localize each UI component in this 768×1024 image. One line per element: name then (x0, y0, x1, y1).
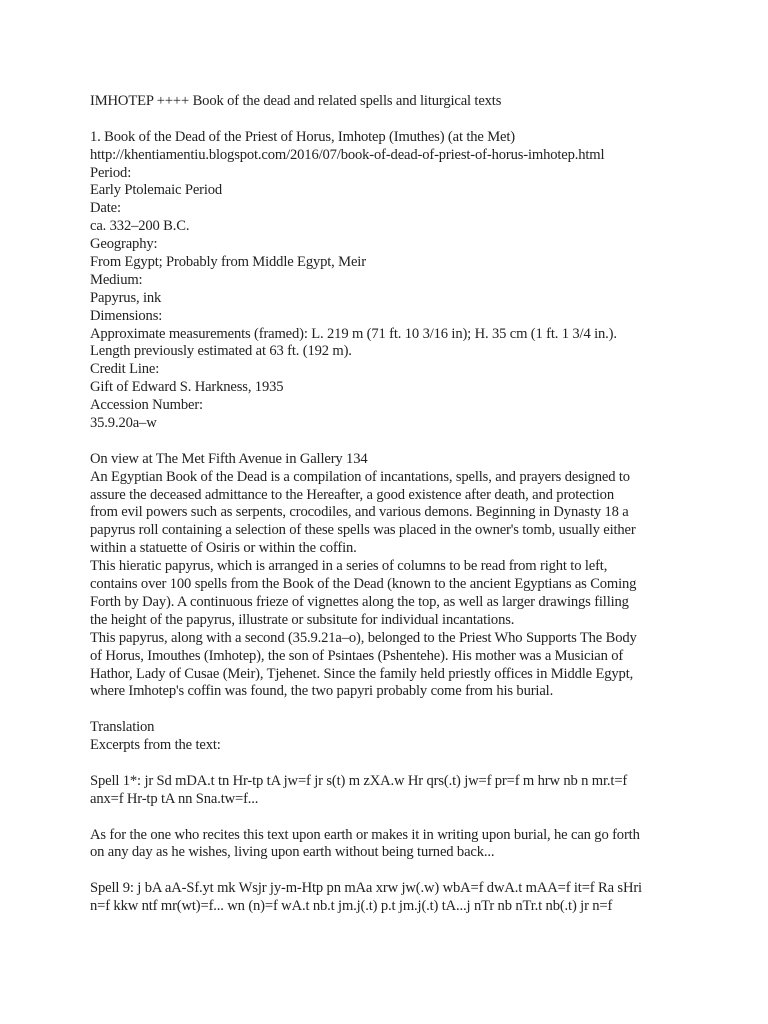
document-title: IMHOTEP ++++ Book of the dead and related spells and liturgical texts (90, 93, 502, 109)
source-url: http://khentiamentiu.blogspot.com/2016/07/book-of-dead-of-priest-of-horus-imhotep.html (90, 146, 605, 163)
dimensions-value: Approximate measurements (framed): L. 219 m (71 ft. 10 3/16 in); H. 35 cm (1 ft. 1 3/4 in.). (90, 325, 617, 342)
spacer (90, 433, 708, 451)
spell-translation-line: on any day as he wishes, living upon earth without being turned back... (90, 844, 495, 861)
period-value: Early Ptolemaic Period (90, 182, 223, 199)
paragraph-line: This hieratic papyrus, which is arranged in a series of columns to be read from right to left, (90, 558, 608, 575)
translation-heading: Translation (90, 719, 155, 736)
paragraph-line: Forth by Day). A continuous frieze of vignettes along the top, as well as larger drawings filling (90, 593, 629, 610)
spacer (90, 701, 708, 719)
credit-value: Gift of Edward S. Harkness, 1935 (90, 379, 284, 396)
translation-subheading: Excerpts from the text: (90, 737, 221, 754)
date-value: ca. 332–200 B.C. (90, 218, 190, 235)
geography-value: From Egypt; Probably from Middle Egypt, Meir (90, 254, 366, 271)
accession-label: Accession Number: (90, 397, 203, 414)
section-heading: 1. Book of the Dead of the Priest of Horus, Imhotep (Imuthes) (at the Met) (90, 128, 515, 145)
on-view-line: On view at The Met Fifth Avenue in Gallery 134 (90, 450, 368, 467)
credit-label: Credit Line: (90, 361, 160, 378)
spell-line: n=f kkw ntf mr(wt)=f... wn (n)=f wA.t nb.t jm.j(.t) p.t jm.j(.t) tA...j nTr nb nTr.t nb(.t) jr n=f (90, 898, 613, 915)
dimensions-value: Length previously estimated at 63 ft. (192 m). (90, 343, 352, 360)
dimensions-label: Dimensions: (90, 307, 163, 324)
spacer (90, 862, 708, 880)
paragraph-line: the height of the papyrus, illustrate or subsitute for individual incantations. (90, 611, 515, 628)
paragraph-line: where Imhotep's coffin was found, the two papyri probably come from his burial. (90, 683, 554, 700)
paragraph-line: This papyrus, along with a second (35.9.21a–o), belonged to the Priest Who Supports The Body (90, 629, 637, 646)
geography-label: Geography: (90, 236, 158, 253)
period-label: Period: (90, 164, 132, 181)
medium-label: Medium: (90, 271, 143, 288)
accession-value: 35.9.20a–w (90, 415, 157, 432)
paragraph-line: Hathor, Lady of Cusae (Meir), Tjehenet. Since the family held priestly offices in Middle Egypt, (90, 665, 634, 682)
spacer (90, 111, 708, 129)
spell-line: Spell 9: j bA aA-Sf.yt mk Wsjr jy-m-Htp pn mAa xrw jw(.w) wbA=f dwA.t mAA=f it=f Ra sHri (90, 880, 642, 897)
date-label: Date: (90, 200, 121, 217)
spell-line: anx=f Hr-tp tA nn Sna.tw=f... (90, 790, 259, 807)
paragraph-line: assure the deceased admittance to the Hereafter, a good existence after death, and protection (90, 486, 614, 503)
spell-line: Spell 1*: jr Sd mDA.t tn Hr-tp tA jw=f jr s(t) m zXA.w Hr qrs(.t) jw=f pr=f m hrw nb n mr.t=f (90, 772, 628, 789)
spacer (90, 755, 708, 773)
paragraph-line: of Horus, Imouthes (Imhotep), the son of Psintaes (Pshentehe). His mother was a Musician of (90, 647, 624, 664)
paragraph-line: within a statuette of Osiris or within the coffin. (90, 540, 357, 557)
medium-value: Papyrus, ink (90, 289, 162, 306)
paragraph-line: papyrus roll containing a selection of these spells was placed in the owner's tomb, usually either (90, 522, 636, 539)
paragraph-line: An Egyptian Book of the Dead is a compilation of incantations, spells, and prayers designed to (90, 468, 630, 485)
spell-translation-line: As for the one who recites this text upon earth or makes it in writing upon burial, he can go forth (90, 826, 640, 843)
spacer (90, 809, 708, 827)
paragraph-line: contains over 100 spells from the Book of the Dead (known to the ancient Egyptians as Coming (90, 576, 637, 593)
paragraph-line: from evil powers such as serpents, crocodiles, and various demons. Beginning in Dynasty 18 a (90, 504, 629, 521)
